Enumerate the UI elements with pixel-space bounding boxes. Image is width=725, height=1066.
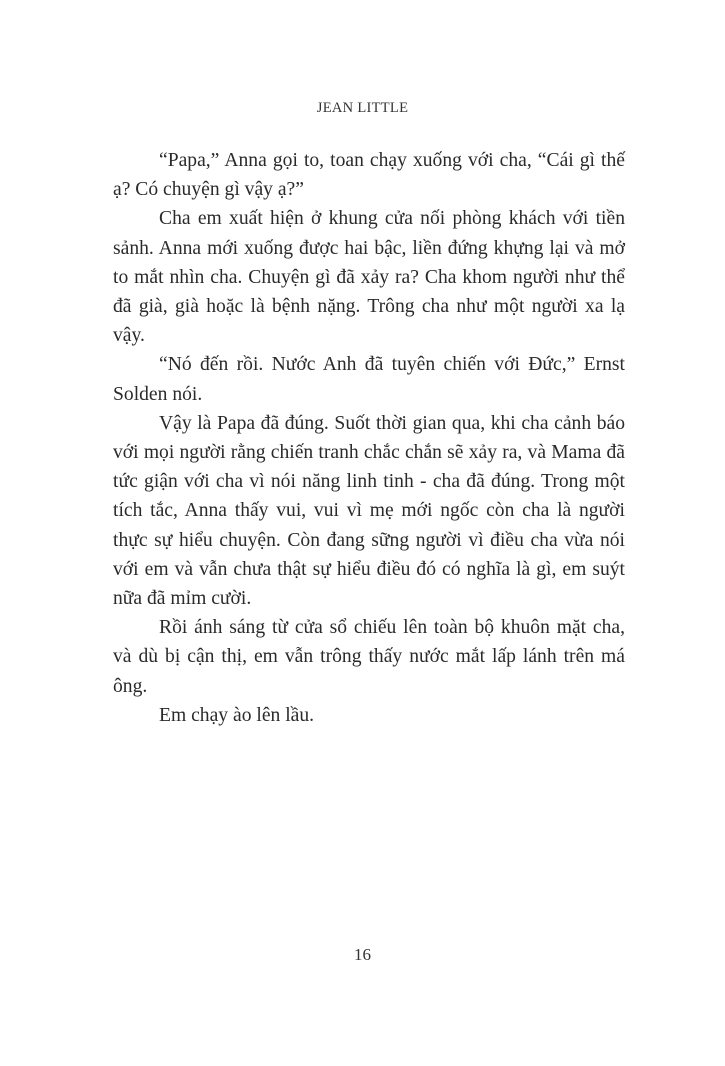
paragraph: Rồi ánh sáng từ cửa sổ chiếu lên toàn bộ khuôn mặt cha, và dù bị cận thị, em vẫn trông thấy nước mắt lấp lánh trên má ông. [113,617,625,697]
body-text [113,146,625,730]
paragraph: “Papa,” Anna gọi to, toan chạy xuống với cha, “Cái gì thế ạ? Có chuyện gì vậy ạ?” [113,150,625,201]
paragraph: Cha em xuất hiện ở khung cửa nối phòng khách với tiền sảnh. Anna mới xuống được hai bậc, liền đứng khựng lại và mở to mắt nhìn cha. Chuyện gì đã xảy ra? Cha khom người như thể đã già, già hoặc là bệnh nặng. Trông cha như một người xa lạ vậy. [113,208,625,347]
paragraph: Vậy là Papa đã đúng. Suốt thời gian qua, khi cha cảnh báo với mọi người rằng chiến tranh chắc chắn sẽ xảy ra, và Mama đã tức giận với cha vì nói năng linh tinh - cha đã đúng. Trong một tích tắc, Anna thấy vui, vui vì mẹ mới ngốc còn cha là người thực sự hiểu chuyện. Còn đang sững người vì điều cha vừa nói với em và vẫn chưa thật sự hiểu điều đó có nghĩa là gì, em suýt nữa đã mỉm cười. [113,412,625,610]
page-number: 16 [354,945,371,964]
paragraph: “Nó đến rồi. Nước Anh đã tuyên chiến với Đức,” Ernst Solden nói. [113,354,625,405]
running-header-author: JEAN LITTLE [316,100,409,116]
paragraph: Em chạy ào lên lầu. [159,704,315,726]
